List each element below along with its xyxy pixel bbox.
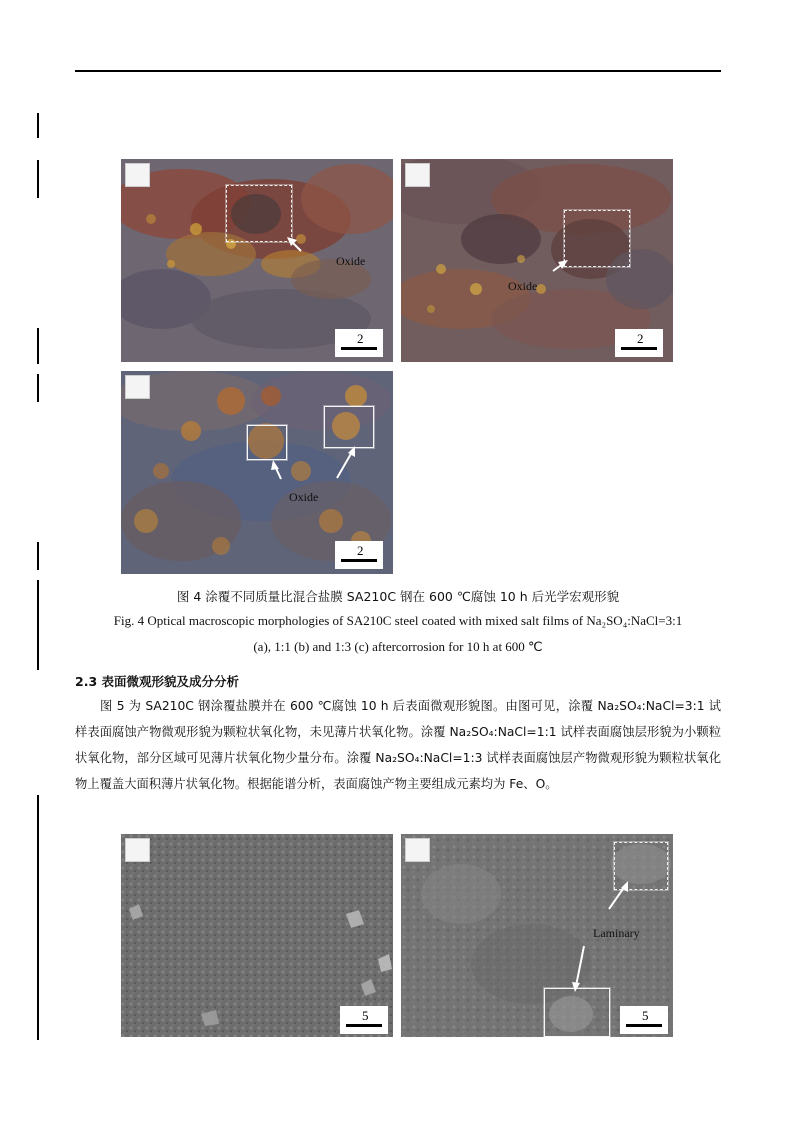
panel-label-box [125,163,150,187]
scale-value: 2 [637,331,644,346]
scale-bar [615,329,663,357]
header-rule [75,70,721,72]
fig5-panel-a [121,834,393,1037]
region-box [564,210,630,267]
panel-label-box [405,838,430,862]
scale-value: 5 [362,1008,369,1023]
region-box [247,425,287,460]
scale-line [621,347,657,350]
region-box [226,185,292,242]
annotation-laminary: Laminary [593,926,640,940]
margin-change-bar [37,328,39,364]
region-box [614,842,668,890]
scale-bar [620,1006,668,1034]
scale-line [341,347,377,350]
scale-line [626,1024,662,1027]
margin-change-bar [37,580,39,670]
scale-bar [340,1006,388,1034]
margin-change-bar [37,113,39,138]
annotation-oxide: Oxide [336,254,366,268]
scale-bar [335,541,383,569]
section-heading: 2.3 表面微观形貌及成分分析 [75,674,239,689]
figure4-caption-cn: 图 4 涂覆不同质量比混合盐膜 SA210C 钢在 600 ℃腐蚀 10 h 后光学宏观形貌 [176,589,620,604]
margin-change-bar [37,795,39,1040]
annotation-oxide: Oxide [289,490,319,504]
fig4-panel-b [401,159,673,362]
margin-change-bar [37,160,39,198]
margin-change-bar [37,374,39,402]
panel-label-box [125,838,150,862]
figure4-caption-en: Fig. 4 Optical macroscopic morphologies of SA210C steel coated with mixed salt films of Na₂SO₄:NaCl=3:1 [113,613,683,628]
scale-line [346,1024,382,1027]
scale-value: 2 [357,331,364,346]
panel-label-box [125,375,150,399]
margin-change-bar [37,542,39,570]
fig4-panel-c [121,371,393,574]
body-paragraph: 图 5 为 SA210C 钢涂覆盐膜并在 600 ℃腐蚀 10 h 后表面微观形貌图。由图可见，涂覆 Na₂SO₄:NaCl=3:1 试样表面腐蚀产物微观形貌为颗粒状氧化物，未见薄片状氧化物。涂覆 Na₂SO₄:NaCl=1:1 试样表面腐蚀层形貌为小颗粒状氧化物，部分区域可见薄片状氧化物少量分布。涂覆 Na₂SO₄:NaCl=1:3 试样表面腐蚀层产物微观形貌为颗粒状氧化物上覆盖大面积薄片状氧化物。根据能谱分析，表面腐蚀产物主要组成元素均为 Fe、O。 [75,699,721,791]
annotation-oxide: Oxide [508,279,538,293]
panel-label-box [405,163,430,187]
figure4-caption-en-cont: (a), 1:1 (b) and 1:3 (c) aftercorrosion for 10 h at 600 ℃ [253,639,543,654]
region-box [544,988,610,1037]
scale-bar [335,329,383,357]
fig4-panel-a [121,159,393,362]
scale-value: 5 [642,1008,649,1023]
fig5-panel-b [401,834,673,1037]
scale-value: 2 [357,543,364,558]
scale-line [341,559,377,562]
region-box [324,406,374,448]
